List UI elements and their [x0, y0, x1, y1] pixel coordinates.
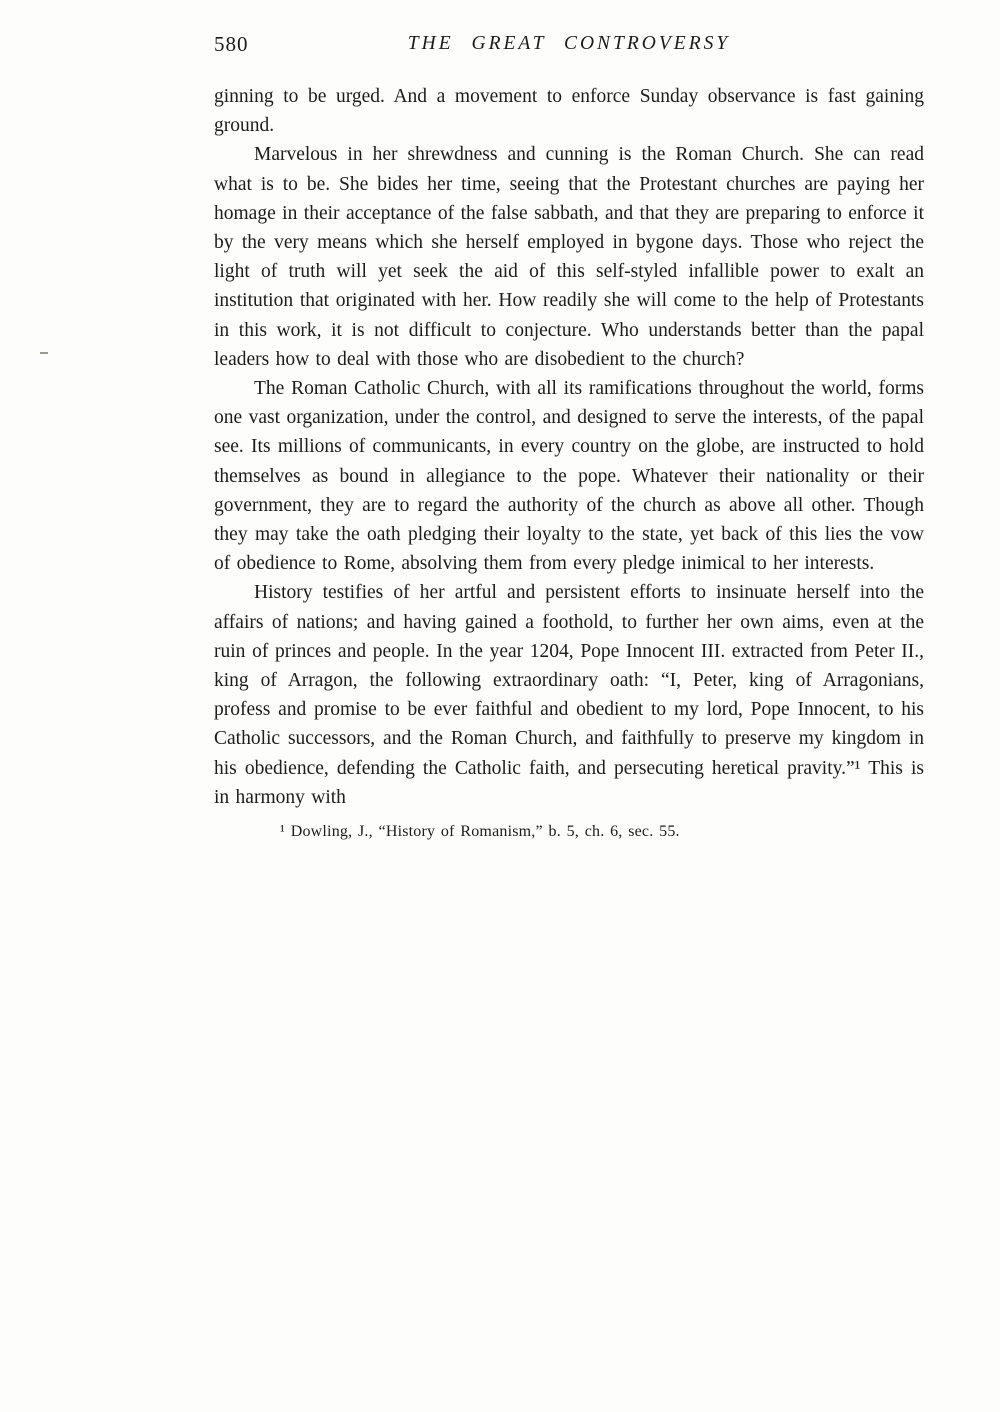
paragraph: The Roman Catholic Church, with all its ramifications throughout the world, forms one vast organization, under the control, and designed to serve the interests, of the papal see. Its millions of communicants, in every country on the globe, are instructed to hold themselves as bound in allegiance to the pope. Whatever their nationality or their government, they are to regard the authority of the church as above all other. Though they may take the oath pledging their loyalty to the state, yet back of this lies the vow of obedience to Rome, absolving them from every pledge inimical to her interests.	[214, 378, 924, 575]
page-header	[214, 30, 924, 60]
scan-artifact-dash	[40, 352, 48, 354]
footnote: ¹ Dowling, J., “History of Romanism,” b. 5, ch. 6, sec. 55.	[280, 823, 680, 841]
paragraph: Marvelous in her shrewdness and cunning is the Roman Church. She can read what is to be. She bides her time, seeing that the Protestant churches are paying her homage in their acceptance of the false sabbath, and that they are preparing to enforce it by the very means which she herself employed in bygone days. Those who reject the light of truth will yet seek the aid of this self-styled infallible power to exalt an institution that originated with her. How readily she will come to the help of Protestants in this work, it is not difficult to conjecture. Who understands better than the papal leaders how to deal with those who are disobedient to the church?	[214, 144, 924, 370]
page-body	[214, 82, 924, 844]
running-title: THE GREAT CONTROVERSY	[407, 33, 731, 54]
page-number: 580	[214, 32, 249, 56]
paragraph-continuation: ginning to be urged. And a movement to enforce Sunday observance is fast gaining ground.	[214, 86, 924, 137]
paragraph: History testifies of her artful and persistent efforts to insinuate herself into the affairs of nations; and having gained a foothold, to further her own aims, even at the ruin of princes and people. In the year 1204, Pope Innocent III. extracted from Peter II., king of Arragon, the following extraordinary oath: “I, Peter, king of Arragonians, profess and promise to be ever faithful and obedient to my lord, Pope Innocent, to his Catholic successors, and the Roman Church, and faithfully to preserve my kingdom in his obedience, defending the Catholic faith, and persecuting heretical pravity.”¹ This is in harmony with	[214, 582, 924, 808]
